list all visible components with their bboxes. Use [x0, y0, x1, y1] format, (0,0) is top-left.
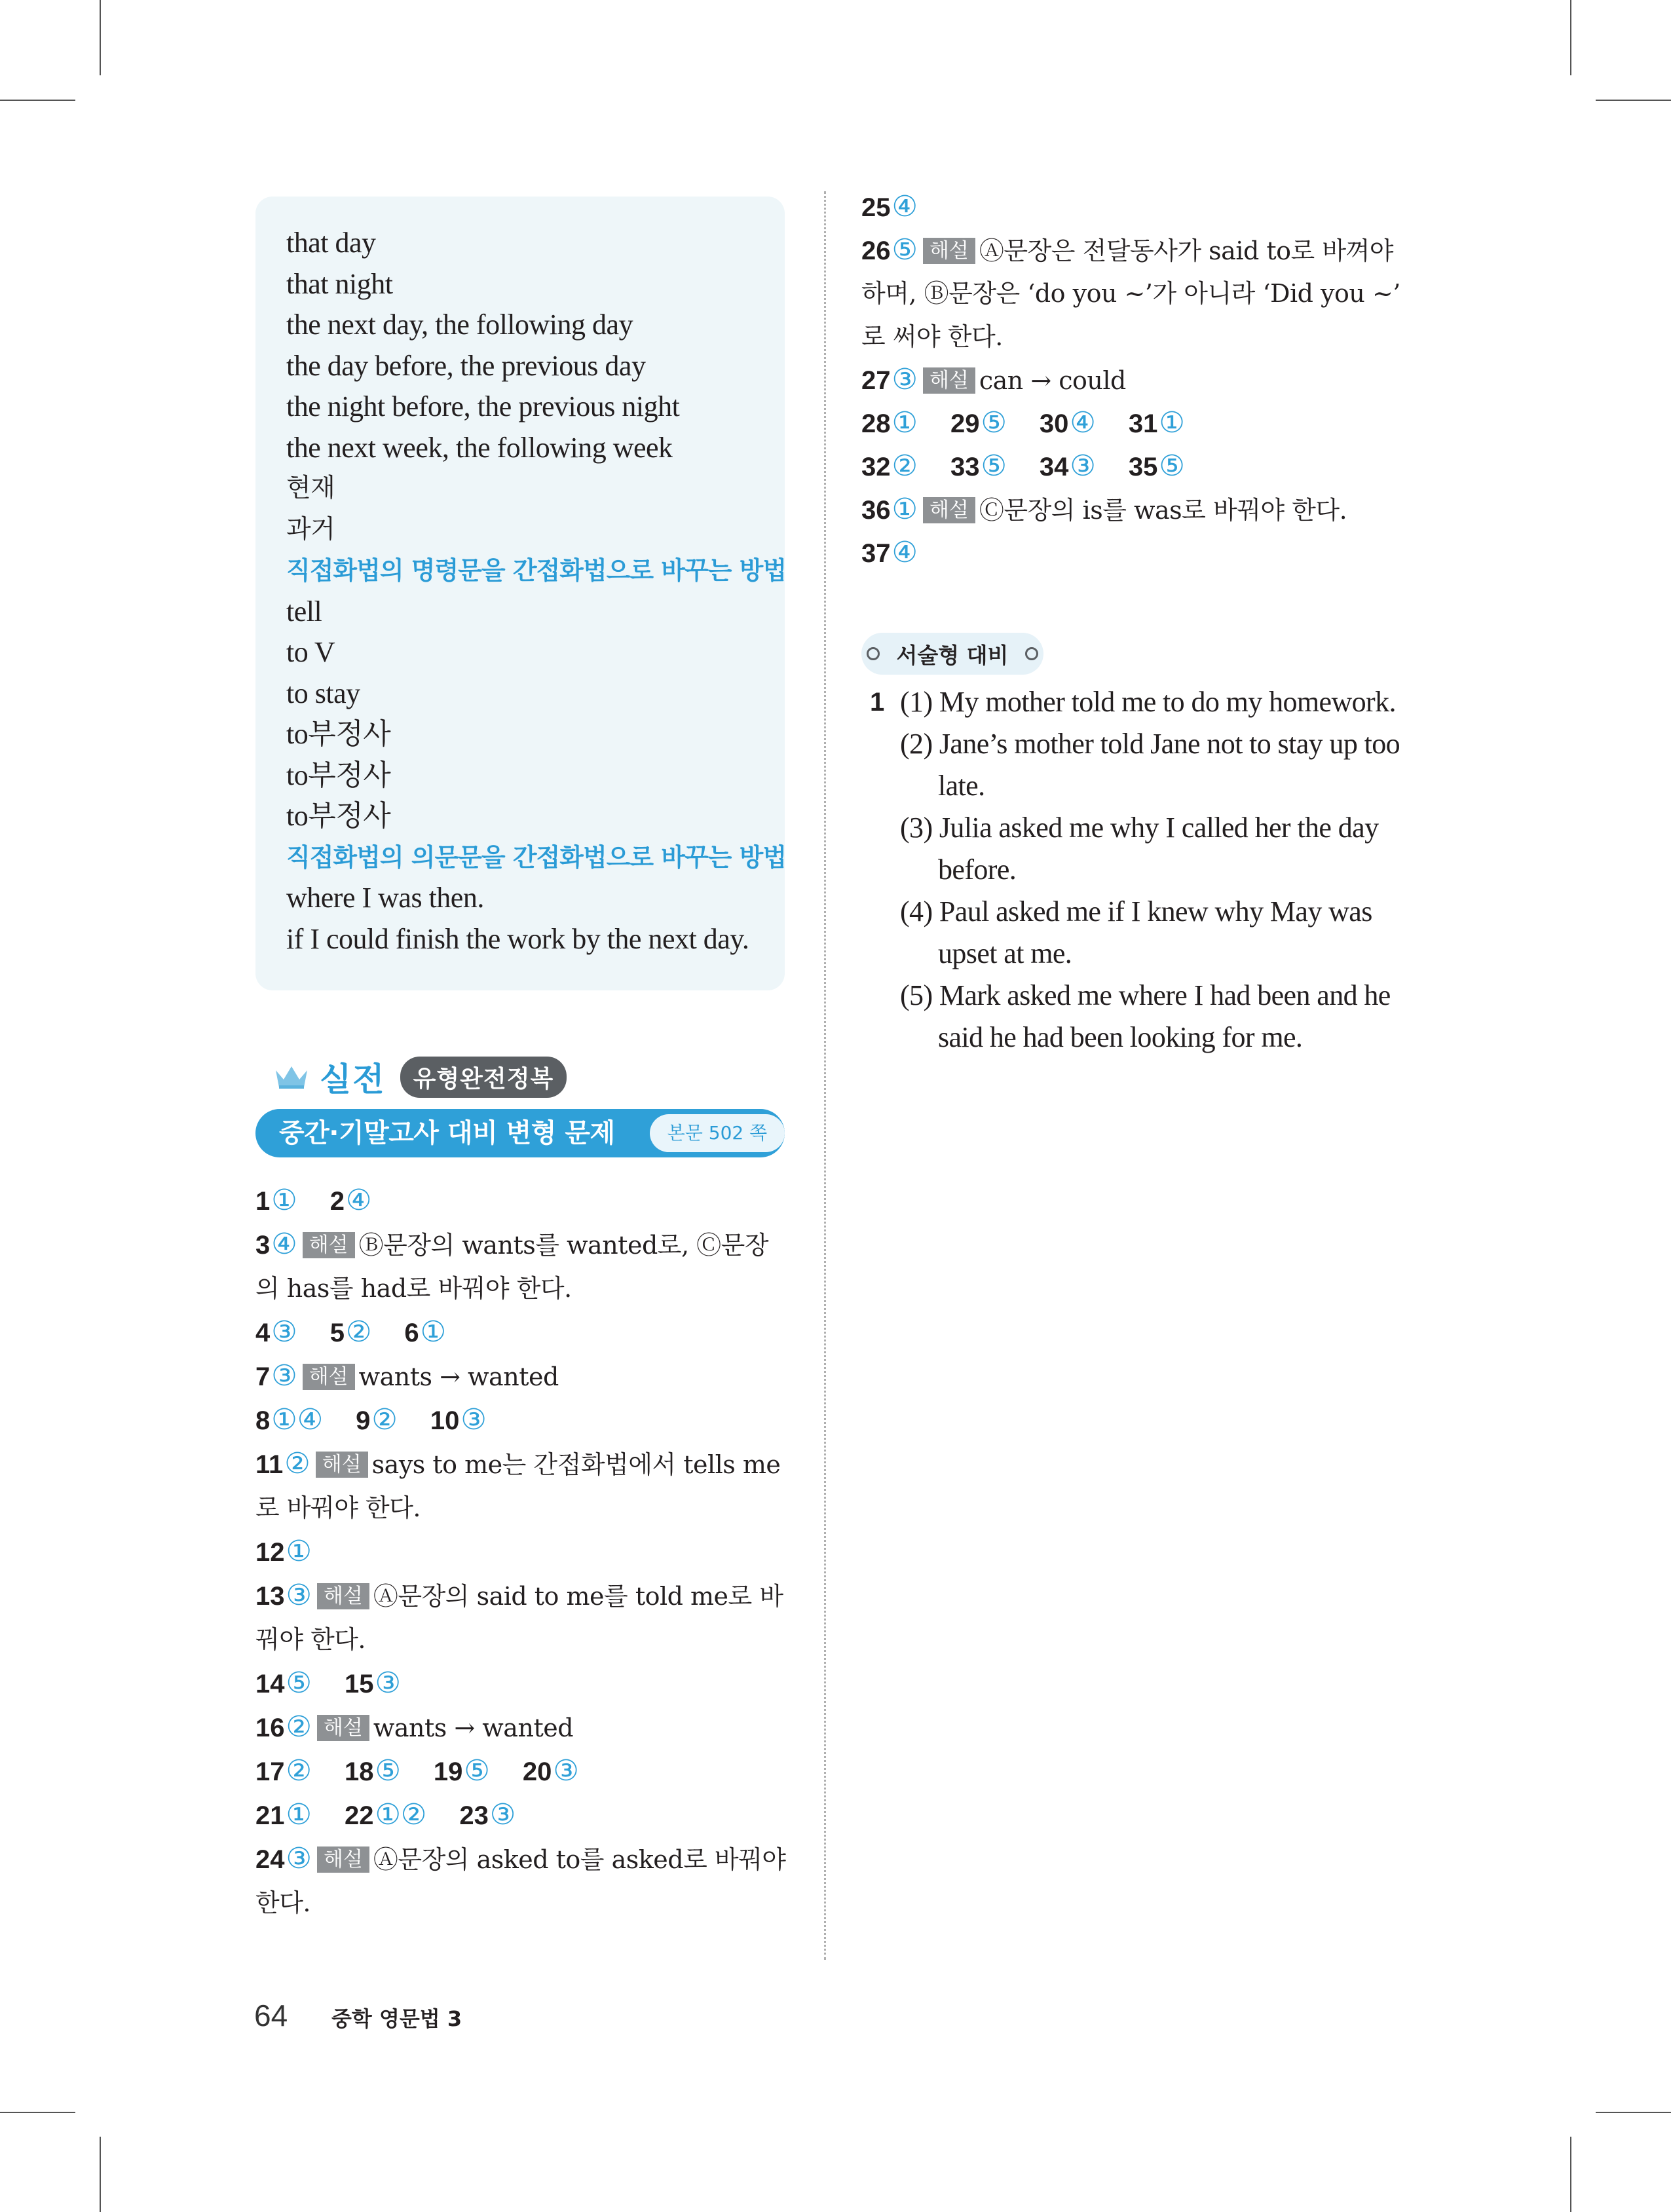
answer-choice: ③ — [286, 1842, 312, 1875]
question-number: 27 — [861, 366, 891, 395]
descriptive-pill — [861, 633, 1043, 675]
explanation-tag: 해설 — [316, 1452, 368, 1478]
question-number: 6 — [404, 1319, 419, 1347]
explanation-text: can → could — [979, 366, 1126, 395]
answer-row — [255, 1314, 479, 1351]
answer-choice: ④ — [345, 1184, 372, 1217]
answer-choice: ① — [892, 406, 918, 440]
descriptive-line: late. — [938, 770, 985, 802]
answer-row — [861, 189, 950, 225]
descriptive-line: (3) Julia asked me why I called her the day — [900, 812, 1379, 844]
question-number: 37 — [861, 539, 891, 568]
summary-line: where I was then. — [286, 882, 484, 914]
answer-item — [345, 1753, 401, 1791]
answer-item — [861, 448, 918, 486]
answer-choice: ③ — [892, 363, 918, 396]
question-number: 14 — [255, 1670, 285, 1698]
crop-mark — [1596, 2112, 1671, 2113]
explanation-text: Ⓐ문장의 asked to를 asked로 바꿔야 — [373, 1845, 786, 1874]
summary-line: to부정사 — [286, 718, 391, 750]
question-number: 36 — [861, 496, 891, 525]
answer-item — [950, 448, 1007, 486]
answer-item — [459, 1797, 516, 1835]
banner-title: 중간·기말고사 대비 변형 문제 — [279, 1118, 615, 1148]
question-number: 19 — [433, 1757, 463, 1786]
answer-item — [861, 189, 918, 227]
circle-bullet-icon — [867, 647, 880, 660]
answer-choice: ③ — [271, 1359, 297, 1393]
question-number: 1 — [255, 1187, 271, 1216]
page-number: 64 — [254, 1998, 288, 2033]
crop-mark — [1570, 2137, 1571, 2212]
answer-choice: ③ — [460, 1403, 487, 1436]
answer-item — [861, 405, 918, 443]
question-number: 4 — [255, 1319, 271, 1347]
summary-line: 과거 — [286, 514, 335, 544]
answer-choice: ⑤ — [981, 406, 1007, 440]
question-number: 17 — [255, 1757, 285, 1786]
question-number: 28 — [861, 409, 891, 438]
answer-item — [345, 1797, 426, 1835]
explanation-tag: 해설 — [317, 1715, 369, 1741]
explanation-continued: 로 바꿔야 한다. — [255, 1493, 421, 1522]
answer-choice: ③ — [553, 1754, 579, 1788]
answer-item — [255, 1402, 323, 1440]
question-number: 25 — [861, 193, 891, 222]
answer-item — [1040, 448, 1096, 486]
answer-choice: ⑤ — [464, 1754, 490, 1788]
answer-row — [255, 1182, 404, 1219]
descriptive-line: (2) Jane’s mother told Jane not to stay up too — [900, 728, 1400, 760]
question-number: 7 — [255, 1362, 271, 1391]
answer-item — [1040, 405, 1096, 443]
answer-item — [255, 1797, 312, 1835]
section-badge: 유형완전정복 — [400, 1057, 567, 1098]
question-number: 1 — [870, 688, 885, 717]
summary-heading: 직접화법의 의문문을 간접화법으로 바꾸는 방법 — [286, 842, 787, 872]
answer-choice: ② — [286, 1754, 312, 1788]
answer-choice: ② — [371, 1403, 398, 1436]
crop-mark — [0, 2112, 75, 2113]
explanation-text: Ⓐ문장의 said to me를 told me로 바 — [373, 1582, 783, 1611]
summary-line: to stay — [286, 677, 360, 709]
question-number: 32 — [861, 453, 891, 481]
explanation-text: says to me는 간접화법에서 tells me — [371, 1450, 781, 1479]
question-number: 11 — [255, 1450, 284, 1479]
descriptive-line: said he had been looking for me. — [938, 1021, 1303, 1053]
answer-row — [861, 232, 1393, 269]
answer-choice: ③ — [1070, 449, 1096, 483]
crop-mark — [1570, 0, 1571, 75]
answer-item — [330, 1314, 372, 1352]
question-number: 16 — [255, 1714, 285, 1742]
question-number: 23 — [459, 1801, 489, 1830]
book-title: 중학 영문법 3 — [331, 2006, 462, 2031]
summary-line: the next day, the following day — [286, 309, 633, 341]
summary-line: 현재 — [286, 474, 335, 503]
answer-row — [861, 362, 1126, 398]
answer-row — [255, 1358, 559, 1395]
summary-line: the night before, the previous night — [286, 390, 680, 422]
answer-choice: ① — [286, 1798, 312, 1831]
summary-line: the next week, the following week — [286, 431, 673, 464]
answer-item — [950, 405, 1007, 443]
explanation-tag: 해설 — [317, 1583, 369, 1609]
question-number: 3 — [255, 1231, 271, 1260]
summary-line: that night — [286, 267, 393, 300]
explanation-tag: 해설 — [303, 1232, 355, 1258]
answer-row — [255, 1753, 612, 1790]
section-title: 실전 — [320, 1060, 386, 1098]
explanation-continued: 하며, Ⓑ문장은 ‘do you ~’가 아니라 ‘Did you ~’ — [861, 279, 1400, 308]
summary-line: if I could finish the work by the next day. — [286, 922, 749, 955]
crop-mark — [100, 2137, 101, 2212]
summary-line: to부정사 — [286, 759, 391, 791]
question-number: 34 — [1039, 453, 1069, 481]
explanation-text: Ⓐ문장은 전달동사가 said to로 바껴야 — [979, 236, 1393, 265]
explanation-text: wants → wanted — [358, 1362, 559, 1391]
answer-item — [434, 1753, 490, 1791]
descriptive-line: (1) My mother told me to do my homework. — [900, 686, 1396, 718]
answer-item — [345, 1665, 401, 1703]
answer-choice: ④ — [1070, 406, 1096, 440]
explanation-text: wants → wanted — [373, 1714, 574, 1742]
answer-row — [255, 1709, 573, 1746]
question-number: 8 — [255, 1406, 271, 1435]
summary-list — [286, 223, 787, 960]
descriptive-line: (4) Paul asked me if I knew why May was — [900, 895, 1372, 928]
question-number: 9 — [356, 1406, 371, 1435]
explanation-tag: 해설 — [317, 1846, 369, 1873]
answer-row — [255, 1533, 345, 1570]
crown-icon — [274, 1064, 309, 1090]
explanation-continued: 꿔야 한다. — [255, 1625, 366, 1654]
answer-choice: ⑤ — [375, 1754, 401, 1788]
explanation-continued: 한다. — [255, 1888, 310, 1917]
question-number: 31 — [1128, 409, 1158, 438]
answer-row — [255, 1226, 768, 1263]
answer-choice: ② — [345, 1315, 372, 1349]
descriptive-line: (5) Mark asked me where I had been and he — [900, 979, 1391, 1011]
answer-item — [255, 1314, 297, 1352]
answer-choice: ⑤ — [286, 1666, 312, 1700]
answer-row — [255, 1577, 783, 1614]
explanation-continued: 로 써야 한다. — [861, 322, 1003, 351]
answer-item — [1129, 448, 1185, 486]
crop-mark — [0, 100, 75, 101]
question-number: 2 — [329, 1187, 345, 1216]
crop-mark — [1596, 100, 1671, 101]
answer-row — [255, 1402, 519, 1438]
summary-heading: 직접화법의 명령문을 간접화법으로 바꾸는 방법 — [286, 556, 787, 585]
question-number: 15 — [344, 1670, 374, 1698]
answer-item — [404, 1314, 446, 1352]
question-number: 22 — [344, 1801, 374, 1830]
explanation-tag: 해설 — [923, 367, 975, 394]
question-number: 18 — [344, 1757, 374, 1786]
page-reference: 본문 502 쪽 — [650, 1114, 785, 1152]
answer-choice: ⑤ — [1159, 449, 1185, 483]
summary-line: tell — [286, 595, 322, 628]
summary-line: that day — [286, 227, 376, 259]
answer-row — [255, 1446, 780, 1482]
answer-item — [861, 534, 918, 572]
question-number: 29 — [950, 409, 980, 438]
summary-line: the day before, the previous day — [286, 349, 646, 382]
explanation-text: Ⓑ문장의 wants를 wanted로, Ⓒ문장 — [358, 1231, 769, 1260]
pill-label: 서술형 대비 — [896, 642, 1009, 668]
answer-row — [255, 1841, 785, 1877]
answer-choice: ①② — [375, 1798, 427, 1831]
question-number: 30 — [1039, 409, 1069, 438]
answer-item — [1129, 405, 1185, 443]
question-number: 13 — [255, 1582, 285, 1611]
answer-choice: ③ — [489, 1798, 516, 1831]
summary-line: to V — [286, 636, 335, 668]
answer-choice: ④ — [271, 1228, 297, 1261]
answer-choice: ⑤ — [981, 449, 1007, 483]
answer-item — [356, 1402, 398, 1440]
answer-choice: ⑤ — [892, 233, 918, 267]
answer-choice: ③ — [271, 1315, 297, 1349]
answer-row — [255, 1665, 434, 1702]
answer-choice: ② — [892, 449, 918, 483]
descriptive-line: before. — [938, 853, 1017, 886]
answer-choice: ① — [286, 1535, 312, 1568]
answer-choice: ① — [892, 493, 918, 526]
answer-item — [255, 1665, 312, 1703]
answer-choice: ①④ — [271, 1403, 324, 1436]
question-number: 10 — [430, 1406, 460, 1435]
answer-item — [255, 1753, 312, 1791]
answer-row — [861, 491, 1347, 528]
explanation-tag: 해설 — [923, 238, 975, 264]
answer-row — [255, 1797, 548, 1833]
explanation-tag: 해설 — [923, 497, 975, 523]
question-number: 21 — [255, 1801, 285, 1830]
answer-row — [861, 405, 1218, 441]
answer-item — [255, 1533, 312, 1571]
answer-item — [330, 1182, 372, 1220]
question-number: 33 — [950, 453, 980, 481]
answer-choice: ① — [271, 1184, 297, 1217]
column-divider — [824, 191, 826, 1960]
descriptive-line: upset at me. — [938, 937, 1072, 969]
answer-choice: ① — [1159, 406, 1185, 440]
answer-choice: ① — [420, 1315, 447, 1349]
answer-choice: ② — [286, 1710, 312, 1744]
explanation-text: Ⓒ문장의 is를 was로 바꿔야 한다. — [979, 496, 1347, 525]
question-number: 35 — [1128, 453, 1158, 481]
question-number: 26 — [861, 236, 891, 265]
section-heading — [274, 1056, 567, 1098]
question-number: 24 — [255, 1845, 285, 1874]
answer-choice: ④ — [892, 536, 918, 569]
question-number: 5 — [329, 1319, 345, 1347]
summary-line: to부정사 — [286, 800, 391, 832]
answer-item — [255, 1182, 297, 1220]
answer-choice: ② — [284, 1447, 310, 1480]
circle-bullet-icon — [1025, 647, 1038, 660]
answer-item — [523, 1753, 579, 1791]
question-number: 20 — [522, 1757, 552, 1786]
answer-row — [861, 534, 950, 571]
answer-choice: ③ — [375, 1666, 401, 1700]
exam-banner — [255, 1109, 785, 1157]
answer-choice: ③ — [286, 1579, 312, 1612]
crop-mark — [100, 0, 101, 75]
question-number: 12 — [255, 1538, 285, 1567]
answer-choice: ④ — [892, 190, 918, 223]
explanation-tag: 해설 — [303, 1364, 355, 1390]
answer-row — [861, 448, 1218, 485]
answer-item — [430, 1402, 487, 1440]
explanation-continued: 의 has를 had로 바꿔야 한다. — [255, 1274, 572, 1303]
